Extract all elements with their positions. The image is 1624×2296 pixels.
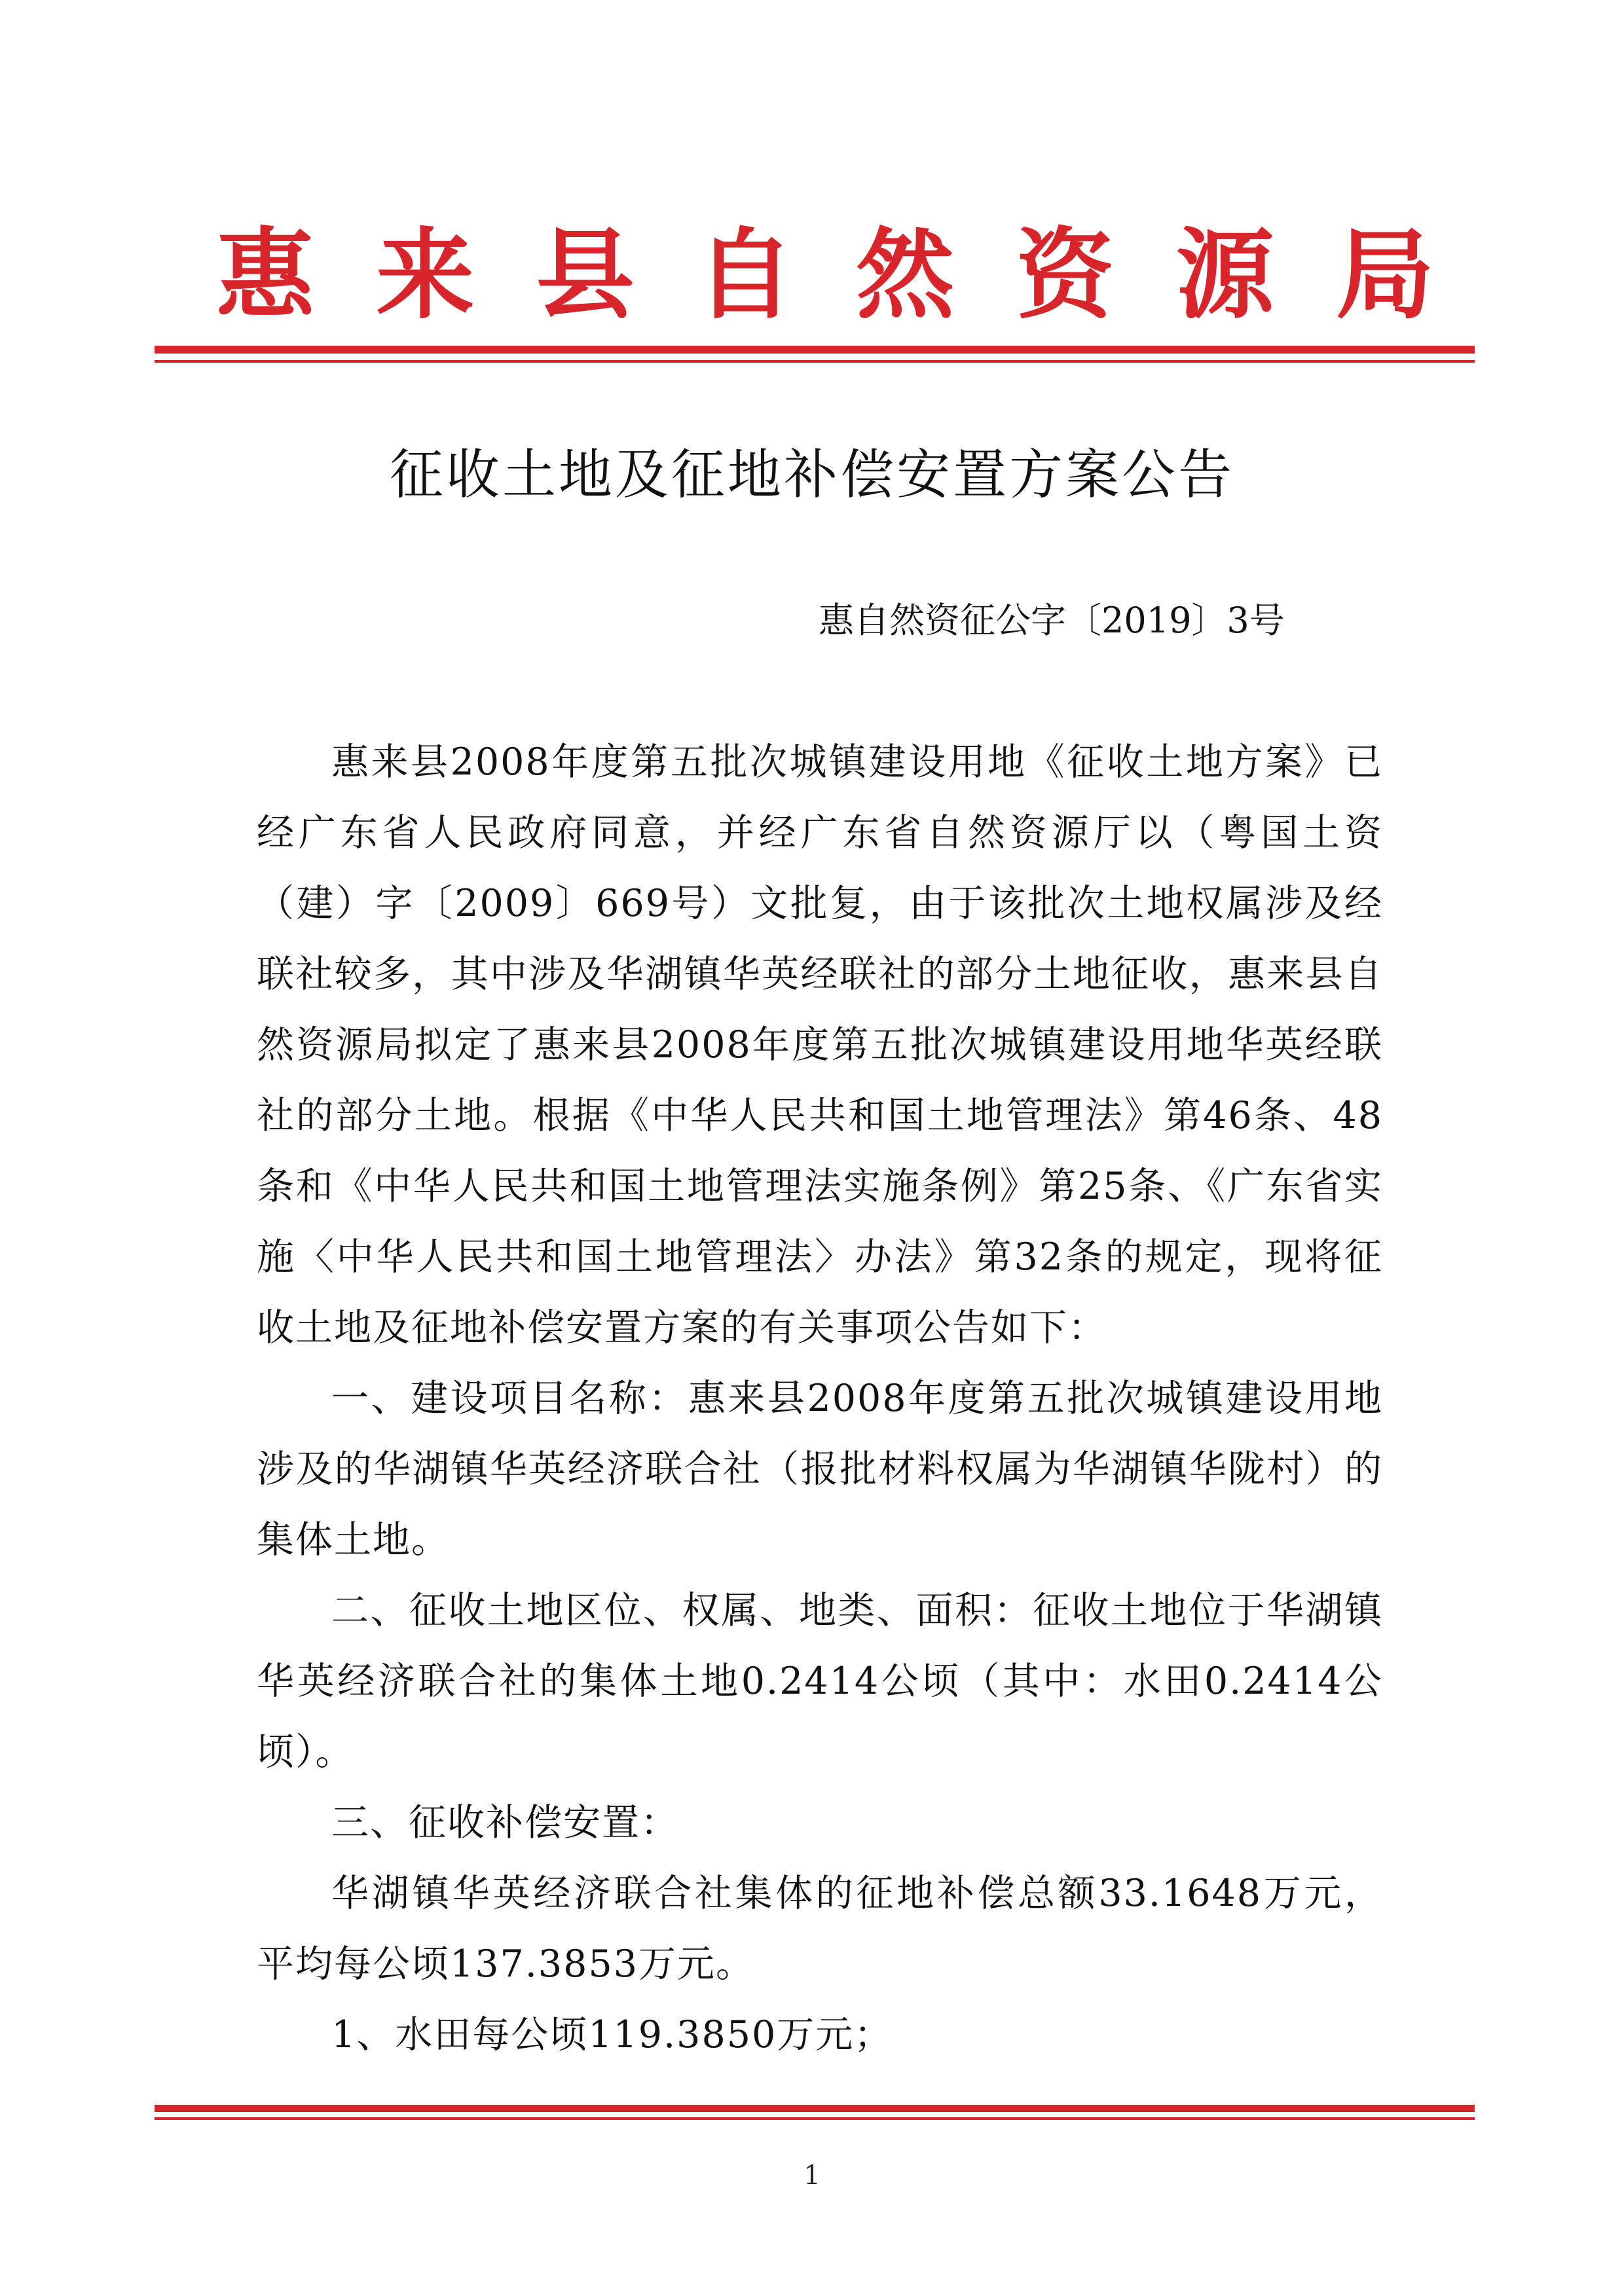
footer-divider-thick (155, 2105, 1475, 2112)
body-paragraph: 惠来县2008年度第五批次城镇建设用地《征收土地方案》已经广东省人民政府同意，并经广东省自然资源厅以（粤国土资（建）字〔2009〕669号）文批复，由于该批次土地权属涉及经联社较多，其中涉及华湖镇华英经联社的部分土地征收，惠来县自然资源局拟定了惠来县2008年度第五批次城镇建设用地华英经联社的部分土地。根据《中华人民共和国土地管理法》第46条、48条和《中华人民共和国土地管理法实施条例》第25条、《广东省实施〈中华人民共和国土地管理法〉办法》第32条的规定，现将征收土地及征地补偿安置方案的有关事项公告如下： (257, 740, 1383, 1349)
header-divider-thin (155, 360, 1475, 363)
header-char: 源 (1175, 217, 1274, 333)
body-paragraph: 三、征收补偿安置： (331, 1801, 679, 1844)
header-char: 资 (1016, 217, 1115, 333)
header-char: 然 (856, 217, 955, 333)
document-title: 征收土地及征地补偿安置方案公告 (389, 444, 1234, 506)
body-paragraph: 一、建设项目名称：惠来县2008年度第五批次城镇建设用地涉及的华湖镇华英经济联合社（报批材料权属为华湖镇华陇村）的集体土地。 (257, 1377, 1383, 1561)
document-body (257, 727, 1383, 2070)
body-paragraph: 二、征收土地区位、权属、地类、面积：征收土地位于华湖镇华英经济联合社的集体土地0.2414公顷（其中：水田0.2414公顷）。 (257, 1589, 1383, 1774)
header-char: 局 (1335, 217, 1434, 333)
header-char: 惠 (216, 217, 315, 333)
header-char: 县 (536, 217, 635, 333)
header-char: 来 (376, 217, 475, 333)
document-number: 惠自然资征公字〔2019〕3号 (819, 600, 1285, 641)
page-number: 1 (803, 2160, 821, 2191)
body-paragraph: 1、水田每公顷119.3850万元； (331, 2013, 893, 2056)
header-char: 自 (695, 217, 794, 333)
header-divider-thick (155, 346, 1475, 354)
body-paragraph: 华湖镇华英经济联合社集体的征地补偿总额33.1648万元，平均每公顷137.3853万元。 (257, 1872, 1383, 1986)
footer-divider-thin (155, 2117, 1475, 2120)
issuing-authority-header (216, 210, 1434, 340)
